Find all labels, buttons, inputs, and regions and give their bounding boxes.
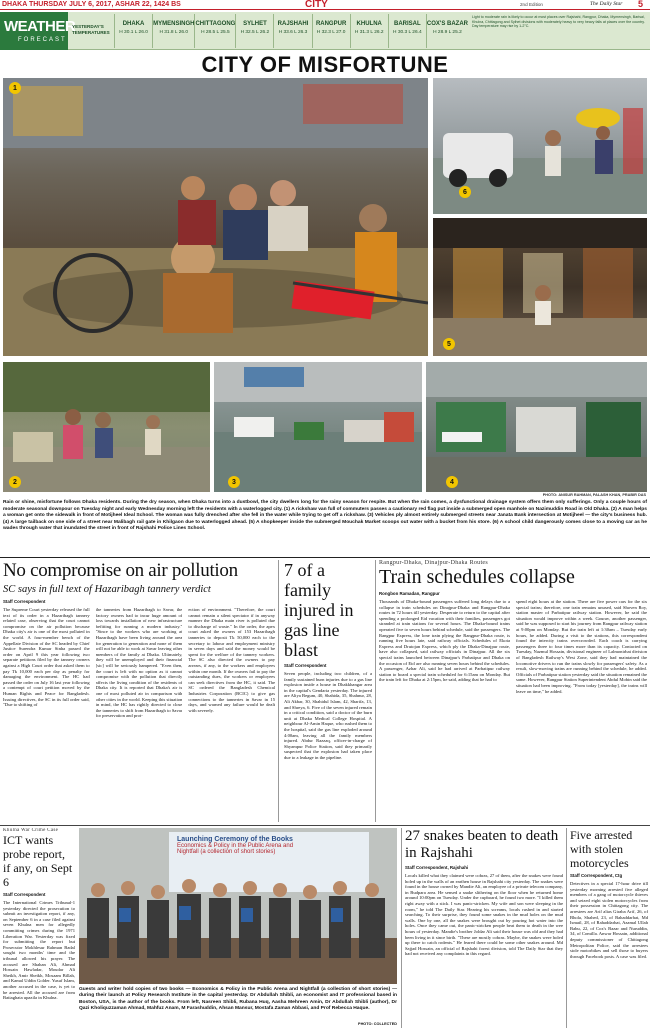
byline: Staff Correspondent, Ctg	[570, 873, 623, 878]
masthead-date: DHAKA THURSDAY JULY 6, 2017, ASHAR 22, 1424 BS	[2, 1, 181, 8]
weather-city-name: COX'S BAZAR	[426, 21, 468, 27]
book-launch-caption: Guests and writer hold copies of two books — Economics & Policy in the Public Arena and Nightfall (a collection of short stories) — during their launch at Policy Research Institute in the capital yesterday. Dr Abdullah Shibli, an economist and IT professional based in Boston, USA, is the author of the books. From left, Nasreen Shibli, Rubana Huq, Aasha Mehreen Amin, Dr Abdullah Shibli (author), Dr Qazi Kholiquzzaman Ahmad, Mahfuz Anam, M Farashuddin, Ahsan Mansur, Mostafa Zaman Abbasi, and Prof Rebecca Haque.	[79, 987, 397, 1011]
column-divider	[375, 560, 376, 822]
book-launch-banner	[177, 836, 365, 855]
weather-city-name: BARISAL	[394, 21, 421, 27]
story-column: the tanneries from Hazaribagh to Savar, the factory owners had to incur huge amount of loss towards installation of new infrastructure befitting for running a modern industry." "Since to the workers who are working at Hazaribagh have been living around the area for generation to generation and none of them will not be able to work at Savar leaving other members of the family at Dhaka. Ultimately, they will be unemployed and their financial [sic] will be seriously hampered. "Even then, the court is left with no option as it cannot compromise with the pollution that directly affects the living condition of the residents of Dhaka city. It is reported that Dhaka's air is one of most polluted air in comparison with other cities in the world. Keeping this situation in mind, the HC has rightly directed to close the tanneries to shift from Hazaribagh to Savar for preservation and prot-	[95, 607, 183, 719]
photo-malibagh-tailback-illustration	[426, 362, 647, 492]
weather-city-name: RANGPUR	[315, 21, 347, 27]
story-text: Seven people, including two children, of a family sustained burn injuries due to a gas line explosion inside a house in Dhakkhangar area in the capital's Gendaria yesterday. The injured are Aliya Begum, 40, Shahida, 35, Shahnur, 28, Ali Akbar, 30, Shahidul Islam, 42, Sharifa, 13, and Shreya, 6. Five of the seven injured remain in a critical condition, said a doctor of the burn unit at Dhaka Medical College Hospital. A neighbour Al-Amin Haque, who rushed them to the hospital, said the gas line exploded around 4:00am, leaving all the family members injured. Abdur Razzaq, officer-in-charge of Shyampur Police Station, said they primarily suspected that the explosion had taken place due to a leakage in the pipeline.	[284, 671, 372, 760]
story-text: Detectives in a special 17-hour drive till yesterday morning arrested five alleged members of a gang of motorcycle thieves and seized eight stolen motorcycles from their possession in Chittagong city. The arrestees are Arif alias Giraba Arif, 26, of Bhola, Shahed, 23, of Bahaddarhat, Md Ismail, 28, of Rahaddarhat, Azamal Ullah Babu, 22, of Cox's Bazar and Nuruddin, 34, of Comilla. Anwar Hossain, additional deputy commissioner of Chittagong Metropolitan Police, said the arrestees stole motorbikes and sell those to buyers through Facebook posts. A case was filed.	[570, 881, 648, 959]
photo-motijheel-school	[3, 362, 210, 492]
column-divider	[566, 828, 567, 1028]
story-text: Locals killed what they claimed were cobras, 27 of them, after the snakes were found holed up in the walls of an earthen house in Rajshahi city yesterday. The snakes were found in the house owned by Mandie Ali, an employee of a private telecom company, in Budpara area. He sensed a snake slithering on the floor when he returned home around 10:00pm on Tuesday. Under the cupboard, he found two more. "I killed them right away with a stick. I was panic-stricken. My wife and son were sleeping in the room," he told The Daily Star. Hearing his screams, locals rushed in and started searching. To their surprise, they found some snakes in the mud holes on the mud walls. One by one, all the snakes were brought out by pouring hot water into the holes. Once they came out, the panic-stricken people beat them to death in the wee hours of yesterday. Mandie's brother Joldar Ali said their house was old and they had been living in it since birth. "These are mostly cobras. Maybe, the snakes were holed up there to catch rodents." He feared there could be some other snakes around. Md Sajjad Hossain, an official of Rajshahi forest division, told The Daily Star that they had not received any complaints in this regard.	[405, 873, 563, 957]
story-text: The International Crimes Tribunal-1 yesterday directed the prosecution to submit an investigation report, if any, on September 6 in a case filed against seven Khulna men for allegedly committing crimes during the 1971 Liberation War. Yesterday was fixed for submitting the report but Prosecutor Mokhlesur Rahman Badal sought two months' time and the tribunal allowed his prayer. The accused are Shahan Ali, Ahmad Hossain Hawladar, Moudar Ali Sheikh, Amir Sheikh, Mosaam Billah, and Kamal Uddin Golder. Yusuf Islam, another accused in the case, is yet to be arrested. All the accused are from Batiaghata upazila in Khulna.	[3, 900, 75, 1001]
page-number: 5	[638, 0, 644, 9]
headline: Five arrested with stolen motorcycles	[570, 828, 633, 870]
weather-logo	[0, 12, 76, 50]
photo-feature-caption: Rain or shine, misfortune follows Dhaka residents. During the dry season, when Dhaka turns into a dustbowl, the city dwellers long for the rainy season for respite. But when the rain comes, a dysfunctional drainage system offers them only sufferings. Only a couple hours of moderate seasonal downpour on Tuesday night and early Wednesday morning left the residents with a waterlogged city. (1) A rickshaw van full of commuters passes a cautionary red flag put inside a submerged open manhole on Nazimuddin Road in Old Dhaka. (2) A man helps a woman get onto the sidewalk in front of Motijheel Ideal School. The woman was fully drenched after she fell in the water while trying to get off a rickshaw. (3) Vehicles ply almost entirely submerged streets near Janata Bank intersection at Motijheel — the city's business hub. (4) A large tailback on one side of a street near Malibagh rail gate in Khilgaon due to waterlogged ahead. (5) A shopkeeper inside the submerged Mouchak Market scoops out water with a bucket from his store. (6) A school child dangerously comes close to a moving car as he wades through water that inundated the street in front of Rajshahi Police Lines School.	[3, 500, 647, 531]
weather-city-name: CHITTAGONG	[195, 21, 236, 27]
photo-malibagh-tailback	[426, 362, 647, 492]
headline: 27 snakes beaten to death in Rajshahi	[405, 828, 559, 861]
photo-mouchak-market	[433, 218, 647, 356]
photo-janata-bank	[214, 362, 422, 492]
column-divider	[278, 560, 279, 822]
photo-book-launch	[79, 828, 397, 984]
photo-rickshaw-van-illustration	[3, 78, 428, 356]
weather-logo-title: WEATHER	[4, 18, 76, 35]
weather-city-temp: H 31.3 L 26.2	[354, 30, 384, 35]
photo-school-child	[433, 78, 647, 214]
divider	[0, 825, 650, 826]
photo-number-badge: 5	[443, 338, 455, 350]
photo-number-badge: 6	[459, 186, 471, 198]
photo-feature-title: CITY OF MISFORTUNE	[201, 52, 449, 77]
weather-city-temp: H 28.9 L 25.2	[433, 30, 462, 35]
weather-city-name: DHAKA	[122, 21, 145, 27]
edition-label: 2nd Edition	[520, 2, 543, 7]
subhead: SC says in full text of Hazaribagh tannery verdict	[3, 584, 211, 595]
headline: 7 of a family injured in gas line blast	[284, 560, 354, 660]
photo-number-badge: 4	[446, 476, 458, 488]
weather-city	[152, 14, 194, 48]
headline: No compromise on air pollution	[3, 560, 238, 581]
byline: Staff Correspondent	[3, 892, 46, 897]
column-divider	[401, 828, 402, 1028]
photo-number-badge: 3	[228, 476, 240, 488]
kicker: Rangpur-Dhaka, Dinajpur-Dhaka Routes	[379, 560, 489, 566]
weather-city	[426, 14, 468, 48]
masthead	[0, 0, 650, 10]
weather-city	[312, 14, 350, 48]
weather-city-temp: H 32.3 L 27.0	[316, 30, 346, 35]
weather-city-name: RAJSHAHI	[277, 21, 309, 27]
weather-city-temp: H 28.5 L 25.5	[201, 30, 230, 35]
weather-forecast-text: Light to moderate rain is likely to occur at most places over Rajshahi, Rangpur, Dhaka, Mymensingh, Barisal, Khulna, Chittagong and Sylhet divisions with moderately heavy to very heavy falls at places over the country. Day temperature may rise by 1-2°C.	[472, 15, 645, 29]
story-air-pollution	[3, 560, 275, 822]
weather-city	[388, 14, 426, 48]
photo-rickshaw-van	[3, 78, 428, 356]
book-launch-credit: PHOTO: COLLECTED	[358, 1022, 397, 1026]
story-column: spend eight hours at the station. There are five power cars for the six special trains; therefore, one train remains unused, said Shoven Roy, station master of Parbatipur railway station. However, he said the situation would improve within a week. Gourav, another passenger, said he was supposed to start his journey from Rangpur railway station at 9:00pm on Monday. But the train left at 1:30am – Tuesday early hours, he added. During a visit to the stations, this correspondent found the intercity trains overcrowded. Each coach is carrying passengers three to four times more than its capacity. Contacted on Tuesday, Nazmul Hossain, divisional engineer of Lalmonirhat division of Bangladesh Railway's West Zone, said they had maintained the locomotive drivers to run the trains slowly for passengers' safety. As a result, slow-moving trains are running behind the schedule, he added. Officials of Parbatipur station yesterday said the situation remained the same. However, Rangpur Station Superintendent Abdul Mobin said the situation had been improving. "From today [yesterday], the trains will leave on time," he added.	[516, 599, 647, 694]
weather-city-name: MYMENSINGH	[153, 21, 195, 27]
weather-city-temp: H 30.1 L 26.0	[119, 30, 148, 35]
photo-mouchak-market-illustration	[433, 218, 647, 356]
weather-logo-sub: FORECAST	[18, 37, 67, 43]
divider	[0, 557, 650, 558]
photo-number-badge: 2	[9, 476, 21, 488]
byline: Staff Correspondent	[284, 663, 327, 668]
weather-city-temp: H 33.6 L 26.3	[278, 30, 308, 35]
headline: ICT wants probe report, if any, on Sept 6	[3, 833, 73, 889]
byline: Staff Correspondent	[3, 599, 46, 604]
weather-city-name: SYLHET	[243, 21, 267, 27]
headline: Train schedules collapse	[379, 566, 575, 588]
weather-city	[350, 14, 388, 48]
banner-line: Nightfall (a collection of short stories)	[177, 849, 276, 855]
story-gas-blast	[284, 560, 372, 822]
photo-janata-bank-illustration	[214, 362, 422, 492]
kicker: Khulna War Crime Case	[3, 828, 59, 833]
weather-city	[235, 14, 273, 48]
byline: Rongbon Ramadan, Rangpur	[379, 591, 440, 596]
photo-credit: PHOTO: ANISUR RAHMAN, PALASH KHAN, PRABIR DAS	[542, 493, 646, 497]
weather-city	[273, 14, 311, 48]
weather-city-temp: H 31.8 L 26.0	[159, 30, 189, 35]
byline: Staff Correspondent, Rajshahi	[405, 865, 469, 870]
story-column: Thousands of Dhaka-bound passengers suffered long delays due to a collapse in train schedules on Dinajpur-Dhaka and Rangpur-Dhaka routes in 72 hours till yesterday. Desperate to return to the capital after spending a prolonged Eid vacation with their families, passengers got stranded at train stations for several hours. The Dhaka-bound trains operated five to seven hours behind schedule, said the passengers. The Rangpur Express, the lone train plying the Rangpur-Dhaka route, is running five hours late, said railway officials. Schedules of Ekota Express and Drutojan Express, which ply the Dhaka-Dinajpur route, have also collapsed, said railway officials in Dinajpur. All the six special trains launched between Dinajpur's Parbatipur and Dhaka on the occasion of Eid are also running seven hours behind the schedules. A passenger, Azhar Ali, said he had arrived at Parbatipur railway station to board a special train scheduled for 6:15am on Monday. But the train left for Dhaka at 2:15pm, he said, adding that he had to	[379, 599, 510, 683]
story-snakes	[405, 828, 563, 1028]
story-column: ection of environment. "Therefore, the court cannot remain a silent spectator if in anyway manner the Dhaka main river is polluted due to discharge of waste." In the order, the apex court asked the owners of 153 Hazaribagh tanneries to deposit Tk 50,000 each to the secretary to labour and employment ministry in seven days and said the money would be spent for the welfare of the tannery workers. The SC also directed the owners to pay arrears, if any, to the workers and employees within one month. If the owners fail to pay the outstanding dues, the workers or employees can seek directives from the HC, it said. The SC ordered the Bangladesh Chemical Industries Corporation (BCIC) to give gas connections to the tanneries in Savar in 15 days, and warned any failure would be dealt with severely.	[188, 607, 275, 713]
section-title: CITY	[305, 0, 328, 10]
weather-city-name: KHULNA	[356, 21, 382, 27]
story-column: The Supreme Court yesterday released the full text of its order in a Hazaribagh tannery related case, observing that the court cannot compromise on the air pollution because Dhaka city's air is one of the most polluted in the world. A four-member bench of the Appellate Division of the SC headed by Chief Justice Surendra Kumar Sinha passed the order on April 9 this year following two separate petitions filed by the tannery owners against a High Court order that asked them to pay Tk 10,000 each per day as penalty for damaging the environment. The HC had passed the order on July 16 last year following a contempt of court petition moved by the Human Rights and Peace for Bangladesh. Issuing directives, the SC in its full order said, "Due to shifting of	[3, 607, 90, 708]
weather-city	[114, 14, 152, 48]
story-ict-probe	[3, 828, 75, 1028]
weather-city	[194, 14, 235, 48]
paper-name: The Daily Star	[590, 1, 623, 7]
weather-city-temp: H 30.3 L 26.4	[393, 30, 422, 35]
photo-motijheel-school-illustration	[3, 362, 210, 492]
weather-bar	[0, 12, 650, 50]
banner-line: Launching Ceremony of the Books	[177, 836, 293, 843]
story-train-schedules	[379, 560, 647, 822]
weather-city-list	[114, 14, 468, 48]
banner-line: Economics & Policy in the Public Arena and	[177, 843, 294, 849]
photo-number-badge: 1	[9, 82, 21, 94]
yesterday-temps-label: YESTERDAY'S TEMPERATURES	[72, 24, 110, 35]
weather-city-temp: H 32.5 L 26.2	[240, 30, 270, 35]
story-motorcycle-arrests	[570, 828, 648, 1028]
